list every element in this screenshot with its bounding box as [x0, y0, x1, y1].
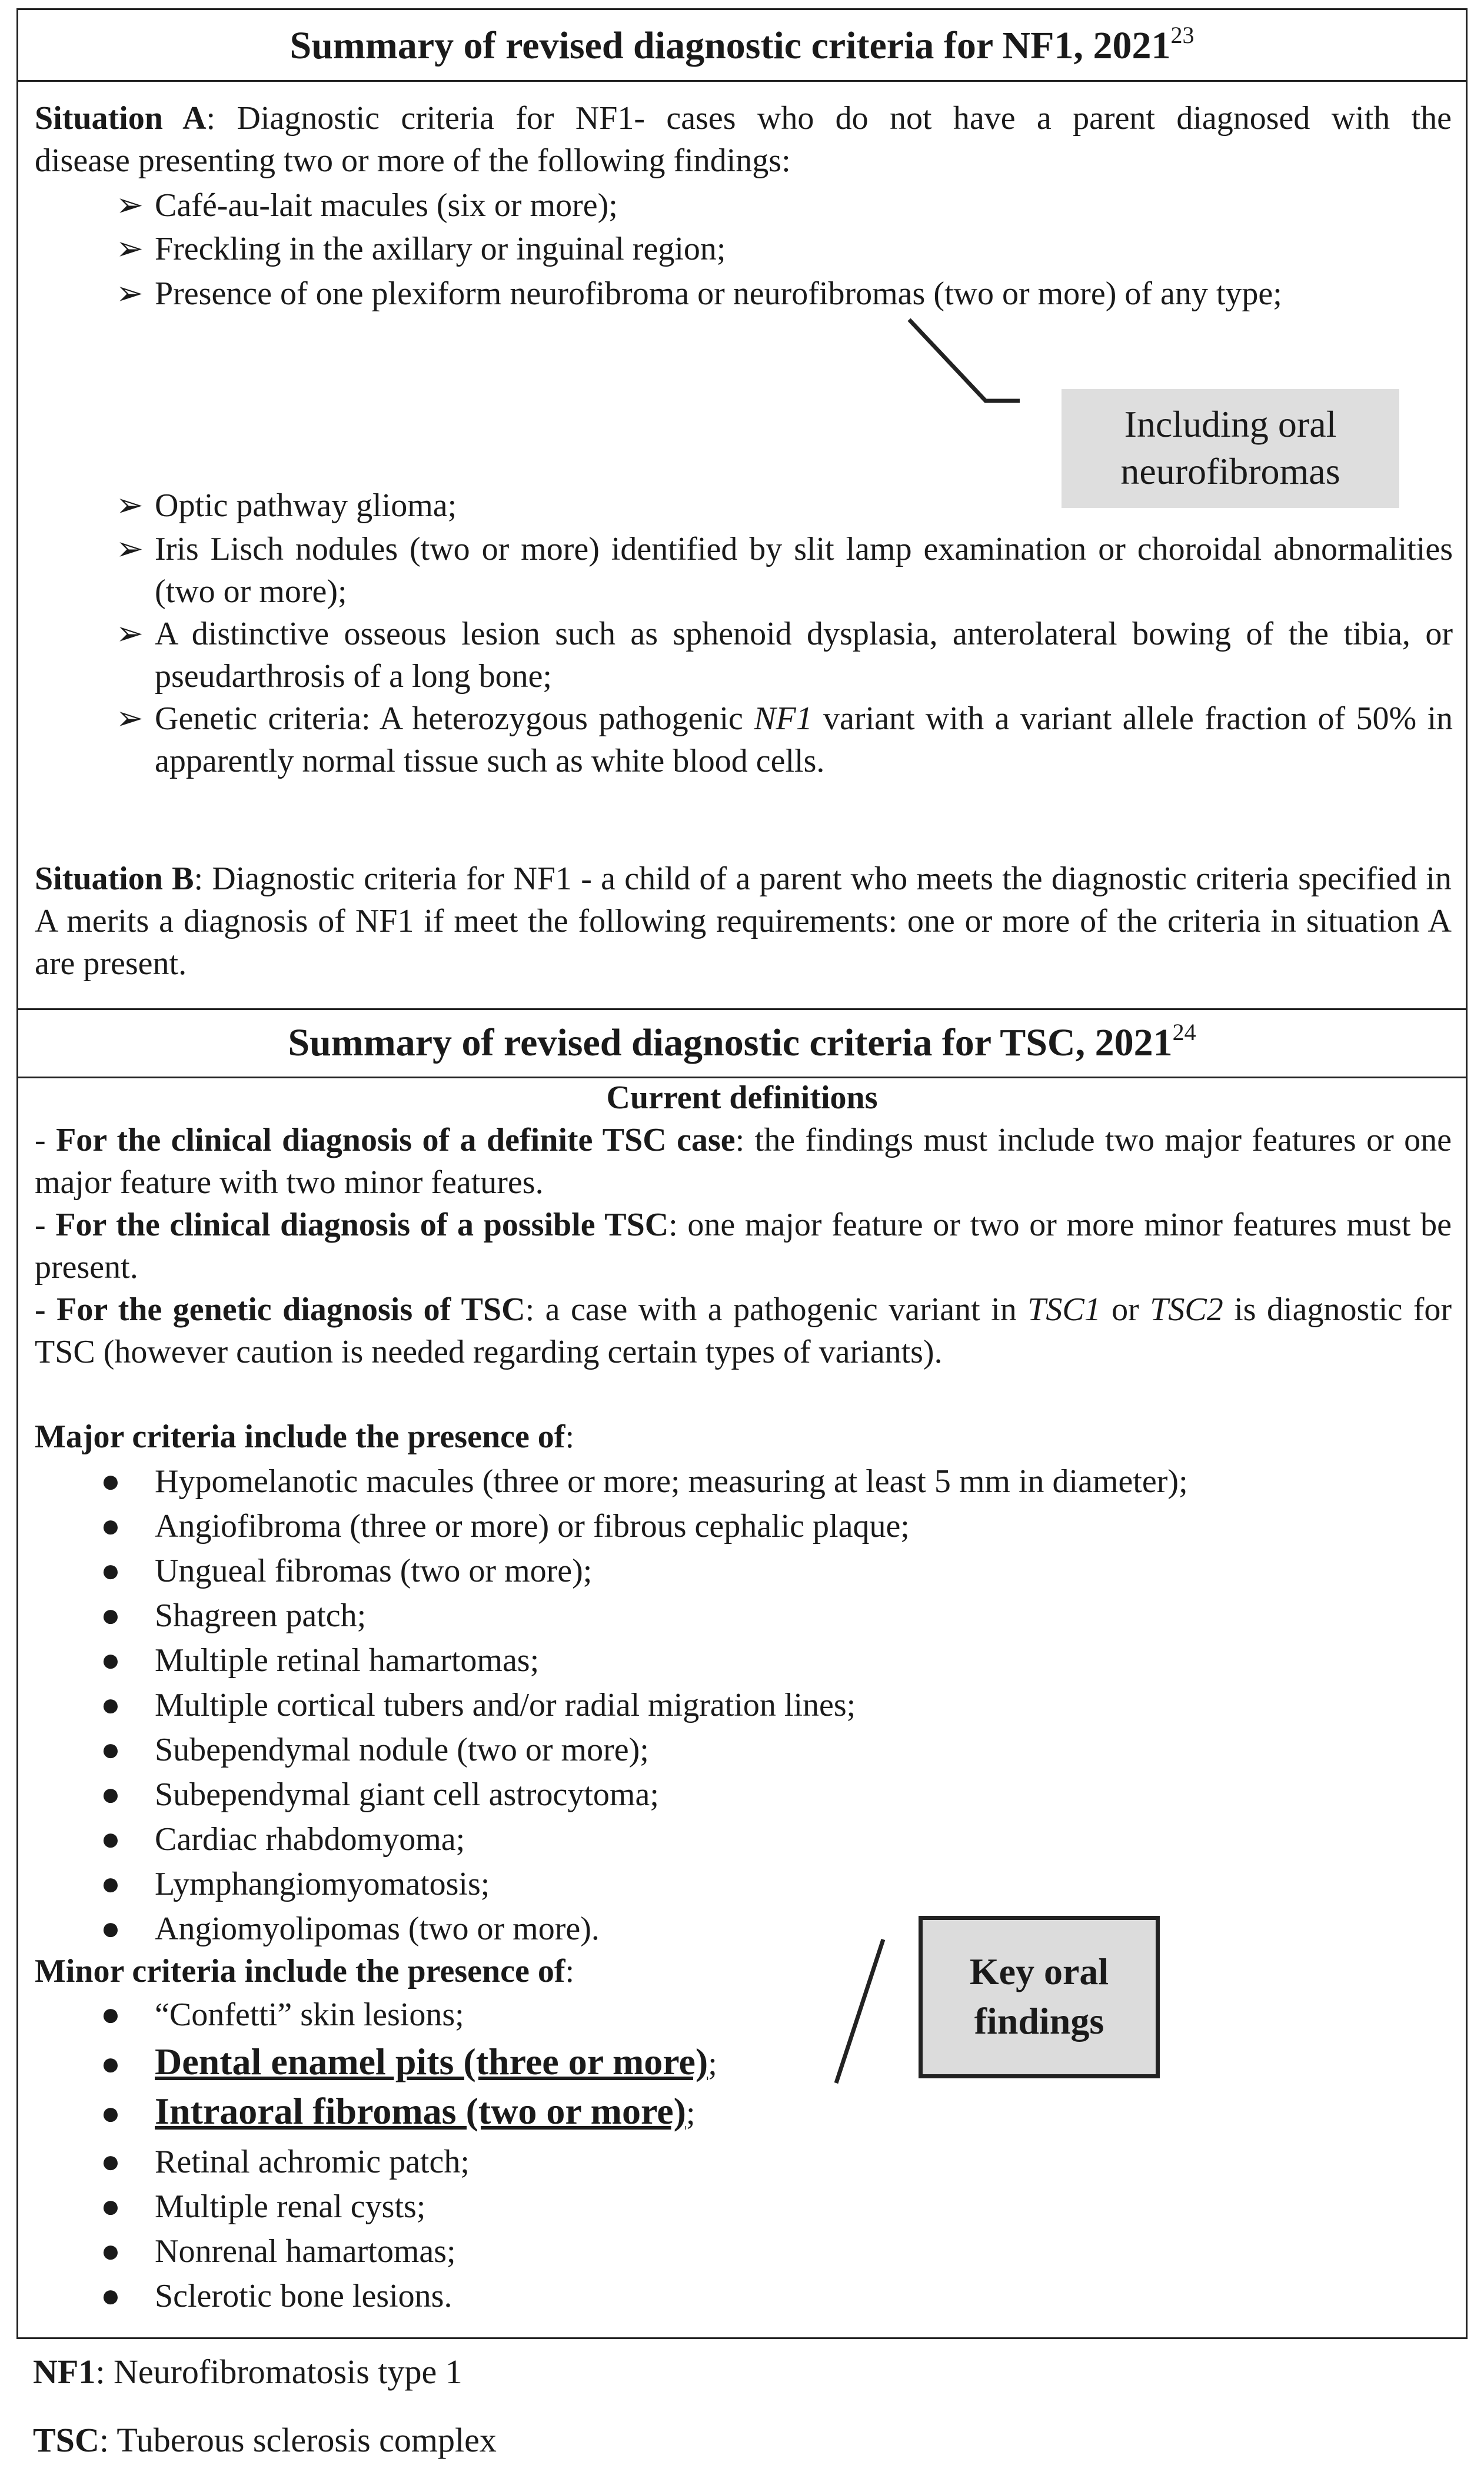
- genetic-item-gene: NF1: [754, 700, 813, 737]
- neurofibroma-connector-line: [909, 320, 1020, 401]
- dot-bullet-icon: ●: [101, 1687, 121, 1723]
- major-item: Multiple retinal hamartomas;: [155, 1642, 540, 1679]
- major-item: Ungueal fibromas (two or more);: [155, 1553, 593, 1589]
- dot-bullet-icon: ●: [101, 1821, 121, 1858]
- def3-rest-1: : a case with a pathogenic variant in: [525, 1291, 1028, 1328]
- def2-rest: : one major feature or two or more minor features must be present.: [35, 1207, 1452, 1285]
- arrow-bullet-icon: ➢: [116, 700, 144, 737]
- callout-line-1: Including oral: [1124, 403, 1337, 445]
- genetic-item-text-2: variant with a variant allele fraction of 50% in apparently normal tissue such as white blood cells.: [155, 700, 1453, 779]
- def2-bold-b: TSC: [595, 1207, 669, 1243]
- major-heading-colon: :: [565, 1419, 575, 1455]
- arrow-bullet-icon: ➢: [116, 616, 144, 652]
- situation-b-label: Situation B: [35, 861, 194, 897]
- def3-rest-2: is diagnostic for TSC (however caution is needed regarding certain types of variants).: [35, 1291, 1452, 1370]
- arrow-bullet-icon: ➢: [116, 487, 144, 524]
- def3-word: genetic: [172, 1291, 272, 1328]
- arrow-bullet-icon: ➢: [116, 275, 144, 312]
- major-item: Cardiac rhabdomyoma;: [155, 1821, 465, 1858]
- def3-bold-b: diagnosis of TSC: [271, 1291, 525, 1328]
- dot-bullet-icon: ●: [101, 2278, 121, 2314]
- arrow-bullet-icon: ➢: [116, 531, 144, 567]
- minor-item: Multiple renal cysts;: [155, 2188, 426, 2225]
- situation-a-label: Situation A: [35, 100, 207, 137]
- dot-bullet-icon: ●: [101, 1463, 121, 1500]
- minor-item: Nonrenal hamartomas;: [155, 2233, 456, 2270]
- dot-bullet-icon: ●: [101, 1508, 121, 1544]
- situation-a-line2: disease presenting two or more of the following findings:: [35, 142, 791, 179]
- nf1-item: Optic pathway glioma;: [155, 487, 457, 524]
- dot-bullet-icon: ●: [101, 1553, 121, 1589]
- dot-bullet-icon: ●: [101, 2046, 121, 2082]
- minor-heading-colon: :: [565, 1953, 575, 1989]
- def1-word: definite: [486, 1122, 593, 1158]
- major-item: Subependymal giant cell astrocytoma;: [155, 1776, 659, 1813]
- footer-nf1: [33, 2351, 462, 2393]
- intraoral-fibromas: Intraoral fibromas (two or more): [155, 2090, 686, 2132]
- callout-line-2: neurofibromas: [1120, 450, 1340, 492]
- dot-bullet-icon: ●: [101, 2144, 121, 2180]
- dot-bullet-icon: ●: [101, 2188, 121, 2225]
- major-item: Angiomyolipomas (two or more).: [155, 1911, 600, 1947]
- minor-heading-text: Minor criteria include the presence of: [35, 1953, 565, 1989]
- nf1-item: A distinctive osseous lesion such as sphenoid dysplasia, anterolateral bowing of the tibia, or pseudarthrosis of a long bone;: [155, 616, 1453, 695]
- def-dash: -: [35, 1291, 57, 1328]
- dot-bullet-icon: ●: [101, 1776, 121, 1813]
- dot-bullet-icon: ●: [101, 1866, 121, 1902]
- nf1-title-text: Summary of revised diagnostic criteria for NF1, 2021: [290, 24, 1171, 67]
- nf1-item: Freckling in the axillary or inguinal region;: [155, 231, 726, 267]
- minor-item: “Confetti” skin lesions;: [155, 1997, 464, 2033]
- dot-bullet-icon: ●: [101, 1997, 121, 2033]
- footer-tsc-abbr: TSC: [33, 2421, 99, 2459]
- key-callout-line-2: findings: [974, 2000, 1104, 2042]
- major-item: Angiofibroma (three or more) or fibrous cephalic plaque;: [155, 1508, 910, 1544]
- def3-gene-2: TSC2: [1150, 1291, 1223, 1328]
- footer-tsc-def: : Tuberous sclerosis complex: [99, 2421, 497, 2459]
- dot-bullet-icon: ●: [101, 1732, 121, 1768]
- def3-or: or: [1100, 1291, 1150, 1328]
- dot-bullet-icon: ●: [101, 2233, 121, 2270]
- genetic-item-text-1: Genetic criteria: A heterozygous pathogenic: [155, 700, 754, 737]
- minor-item-semicolon: ;: [686, 2095, 696, 2131]
- nf1-title-ref: 23: [1170, 22, 1194, 48]
- major-item: Multiple cortical tubers and/or radial migration lines;: [155, 1687, 856, 1723]
- minor-item: Sclerotic bone lesions.: [155, 2278, 452, 2314]
- oral-findings-connector-line: [836, 1939, 883, 2083]
- def2-bold-a: For the clinical diagnosis of a: [55, 1207, 484, 1243]
- major-heading-text: Major criteria include the presence of: [35, 1419, 565, 1455]
- nf1-item: Iris Lisch nodules (two or more) identified by slit lamp examination or choroidal abnormalities (two or more);: [155, 531, 1453, 610]
- def1-rest: : the findings must include two major features or one major feature with two minor features.: [35, 1122, 1452, 1201]
- dot-bullet-icon: ●: [101, 1597, 121, 1634]
- def1-bold-b: TSC case: [593, 1122, 736, 1158]
- major-item: Hypomelanotic macules (three or more; measuring at least 5 mm in diameter);: [155, 1463, 1188, 1500]
- footer-tsc: [33, 2419, 497, 2462]
- dot-bullet-icon: ●: [101, 2095, 121, 2132]
- major-item: Lymphangiomyomatosis;: [155, 1866, 490, 1902]
- dental-enamel-pits: Dental enamel pits (three or more): [155, 2041, 708, 2082]
- dot-bullet-icon: ●: [101, 1911, 121, 1947]
- minor-item: Retinal achromic patch;: [155, 2144, 470, 2180]
- criteria-table: [16, 8, 1468, 2339]
- def-dash: -: [35, 1207, 56, 1243]
- tsc-title-text: Summary of revised diagnostic criteria for TSC, 2021: [288, 1021, 1173, 1064]
- situation-a-text-1: : Diagnostic criteria for NF1- cases who do not have a parent diagnosed with the: [206, 100, 1452, 137]
- arrow-bullet-icon: ➢: [116, 187, 144, 224]
- tsc-title-ref: 24: [1172, 1019, 1196, 1045]
- situation-b-text: : Diagnostic criteria for NF1 - a child of a parent who meets the diagnostic criteria specified in A merits a diagnosis of NF1 if meet the following requirements: one or more of the criteria in situation A are present.: [35, 861, 1452, 982]
- footer-nf1-abbr: NF1: [33, 2353, 96, 2391]
- def1-bold-a: For the clinical diagnosis of a: [56, 1122, 487, 1158]
- dot-bullet-icon: ●: [101, 1642, 121, 1679]
- nf1-item: Café-au-lait macules (six or more);: [155, 187, 618, 224]
- def2-word: possible: [483, 1207, 595, 1243]
- arrow-bullet-icon: ➢: [116, 231, 144, 267]
- major-item: Subependymal nodule (two or more);: [155, 1732, 649, 1768]
- def3-gene-1: TSC1: [1027, 1291, 1101, 1328]
- current-definitions-heading: Current definitions: [606, 1079, 878, 1116]
- footer-nf1-def: : Neurofibromatosis type 1: [95, 2353, 462, 2391]
- def-dash: -: [35, 1122, 56, 1158]
- def3-bold-a: For the: [56, 1291, 173, 1328]
- callout-connectors: [18, 10, 1469, 2341]
- major-item: Shagreen patch;: [155, 1597, 367, 1634]
- key-callout-line-1: Key oral: [969, 1951, 1109, 1992]
- minor-item-semicolon: ;: [708, 2045, 717, 2082]
- nf1-item: Presence of one plexiform neurofibroma or neurofibromas (two or more) of any type;: [155, 275, 1282, 312]
